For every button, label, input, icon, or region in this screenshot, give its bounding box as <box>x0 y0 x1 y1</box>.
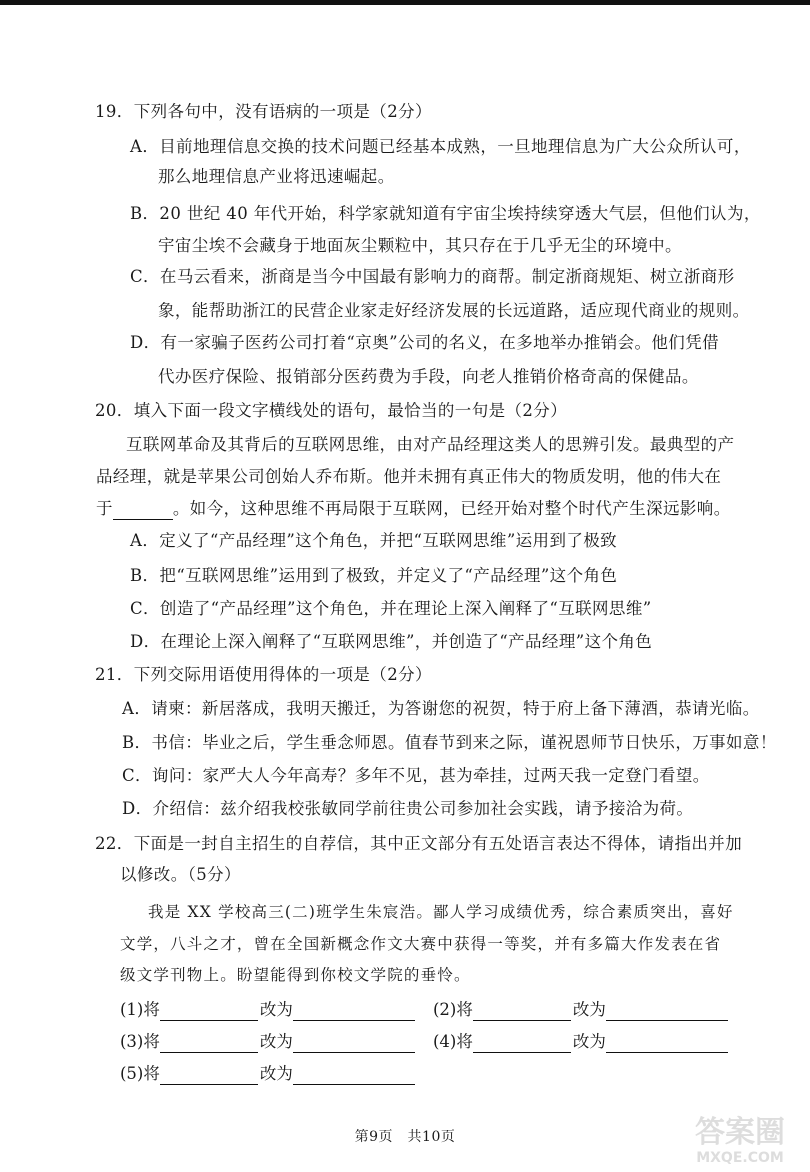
q22-revised-blank[interactable] <box>293 1004 415 1021</box>
q20-option-a: A．定义了“产品经理”这个角色，并把“互联网思维”运用到了极致 <box>130 531 618 550</box>
q22-letter-line3: 级文学刊物上。盼望能得到你校文学院的垂怜。 <box>120 966 471 984</box>
q22-item-label: (2)将 <box>433 1000 473 1019</box>
q20-stem: 20．填入下面一段文字横线处的语句，最恰当的一句是（2分） <box>95 401 568 420</box>
q22-revised-blank[interactable] <box>293 1036 415 1053</box>
q22-change-label: 改为 <box>572 1000 606 1019</box>
q20-passage-prefix: 于 <box>96 499 113 518</box>
q19-option-b-line2: 宇宙尘埃不会藏身于地面灰尘颗粒中，其只存在于几乎无尘的环境中。 <box>158 236 682 255</box>
q22-original-blank[interactable] <box>473 1004 571 1021</box>
q22-change-label: 改为 <box>259 1000 293 1019</box>
q21-option-a: A．请柬：新居落成，我明天搬迁，为答谢您的祝贺，特于府上备下薄酒，恭请光临。 <box>122 699 760 718</box>
q22-original-blank[interactable] <box>160 1004 258 1021</box>
q19-option-c-line1: C．在马云看来，浙商是当今中国最有影响力的商帮。制定浙商规矩、树立浙商形 <box>130 267 735 286</box>
q20-answer-blank[interactable] <box>113 503 173 520</box>
q19-option-d-line2: 代办医疗保险、报销部分医药费为手段，向老人推销价格奇高的保健品。 <box>158 367 699 386</box>
q19-option-b-line1: B．20 世纪 40 年代开始，科学家就知道有宇宙尘埃持续穿透大气层，但他们认为， <box>130 204 761 223</box>
q20-option-d: D．在理论上深入阐释了“互联网思维”，并创造了“产品经理”这个角色 <box>130 632 653 651</box>
q20-passage-line2: 品经理，就是苹果公司创始人乔布斯。他并未拥有真正伟大的物质发明，他的伟大在 <box>96 467 722 486</box>
q19-option-d-line1: D．有一家骗子医药公司打着“京奥”公司的名义，在多地举办推销会。他们凭借 <box>130 333 719 352</box>
q22-change-label: 改为 <box>259 1064 293 1083</box>
q22-stem-line2: 以修改。（5分） <box>120 865 241 884</box>
q22-change-label: 改为 <box>572 1032 606 1051</box>
q22-answer-row-1 <box>120 999 415 1021</box>
watermark-logo <box>680 1108 800 1168</box>
q22-change-label: 改为 <box>259 1032 293 1051</box>
q22-item-label: (5)将 <box>120 1064 160 1083</box>
q22-stem-line1: 22．下面是一封自主招生的自荐信，其中正文部分有五处语言表达不得体，请指出并加 <box>95 834 743 853</box>
q19-option-a-line1: A．目前地理信息交换的技术问题已经基本成熟，一旦地理信息为广大公众所认可， <box>130 137 751 156</box>
q22-item-label: (1)将 <box>120 1000 160 1019</box>
q22-revised-blank[interactable] <box>606 1004 728 1021</box>
watermark-url: MXQE.COM <box>696 1150 784 1166</box>
q22-answer-row-5 <box>120 1063 415 1085</box>
q21-option-b: B．书信：毕业之后，学生垂念师恩。值春节到来之际，谨祝恩师节日快乐，万事如意！ <box>122 733 777 752</box>
q22-original-blank[interactable] <box>160 1068 258 1085</box>
q22-letter-line2: 文学，八斗之才，曾在全国新概念作文大赛中获得一等奖，并有多篇大作发表在省 <box>120 935 722 953</box>
q21-option-c: C．询问：家严大人今年高寿？多年不见，甚为牵挂，过两天我一定登门看望。 <box>122 766 710 785</box>
q22-item-label: (3)将 <box>120 1032 160 1051</box>
q20-passage-line3 <box>96 498 731 520</box>
q21-stem: 21．下列交际用语使用得体的一项是（2分） <box>95 665 432 684</box>
q20-passage-line1: 互联网革命及其背后的互联网思维，由对产品经理这类人的思辨引发。最典型的产 <box>126 435 735 454</box>
q22-answer-row-3 <box>120 1031 415 1053</box>
q22-revised-blank[interactable] <box>293 1068 415 1085</box>
q19-option-c-line2: 象，能帮助浙江的民营企业家走好经济发展的长远道路，适应现代商业的规则。 <box>158 301 750 320</box>
page-number: 第9页 共10页 <box>354 1129 456 1145</box>
q20-option-b: B．把“互联网思维”运用到了极致，并定义了“产品经理”这个角色 <box>130 566 618 585</box>
top-border <box>0 0 810 5</box>
q22-letter-line1: 我是 XX 学校高三(二)班学生朱宸浩。鄙人学习成绩优秀，综合素质突出，喜好 <box>148 903 734 921</box>
q19-stem: 19．下列各句中，没有语病的一项是（2分） <box>95 102 432 121</box>
q22-revised-blank[interactable] <box>606 1036 728 1053</box>
q19-option-a-line2: 那么地理信息产业将迅速崛起。 <box>158 167 395 186</box>
q22-original-blank[interactable] <box>160 1036 258 1053</box>
q22-original-blank[interactable] <box>473 1036 571 1053</box>
q20-option-c: C．创造了“产品经理”这个角色，并在理论上深入阐释了“互联网思维” <box>130 599 652 618</box>
q22-item-label: (4)将 <box>433 1032 473 1051</box>
watermark-text: 答案圈 <box>695 1115 785 1150</box>
q20-passage-suffix: 。如今，这种思维不再局限于互联网，已经开始对整个时代产生深远影响。 <box>172 499 731 518</box>
q22-answer-row-4 <box>433 1031 728 1053</box>
q21-option-d: D．介绍信：兹介绍我校张敏同学前往贵公司参加社会实践，请予接洽为荷。 <box>122 799 694 818</box>
q22-answer-row-2 <box>433 999 728 1021</box>
